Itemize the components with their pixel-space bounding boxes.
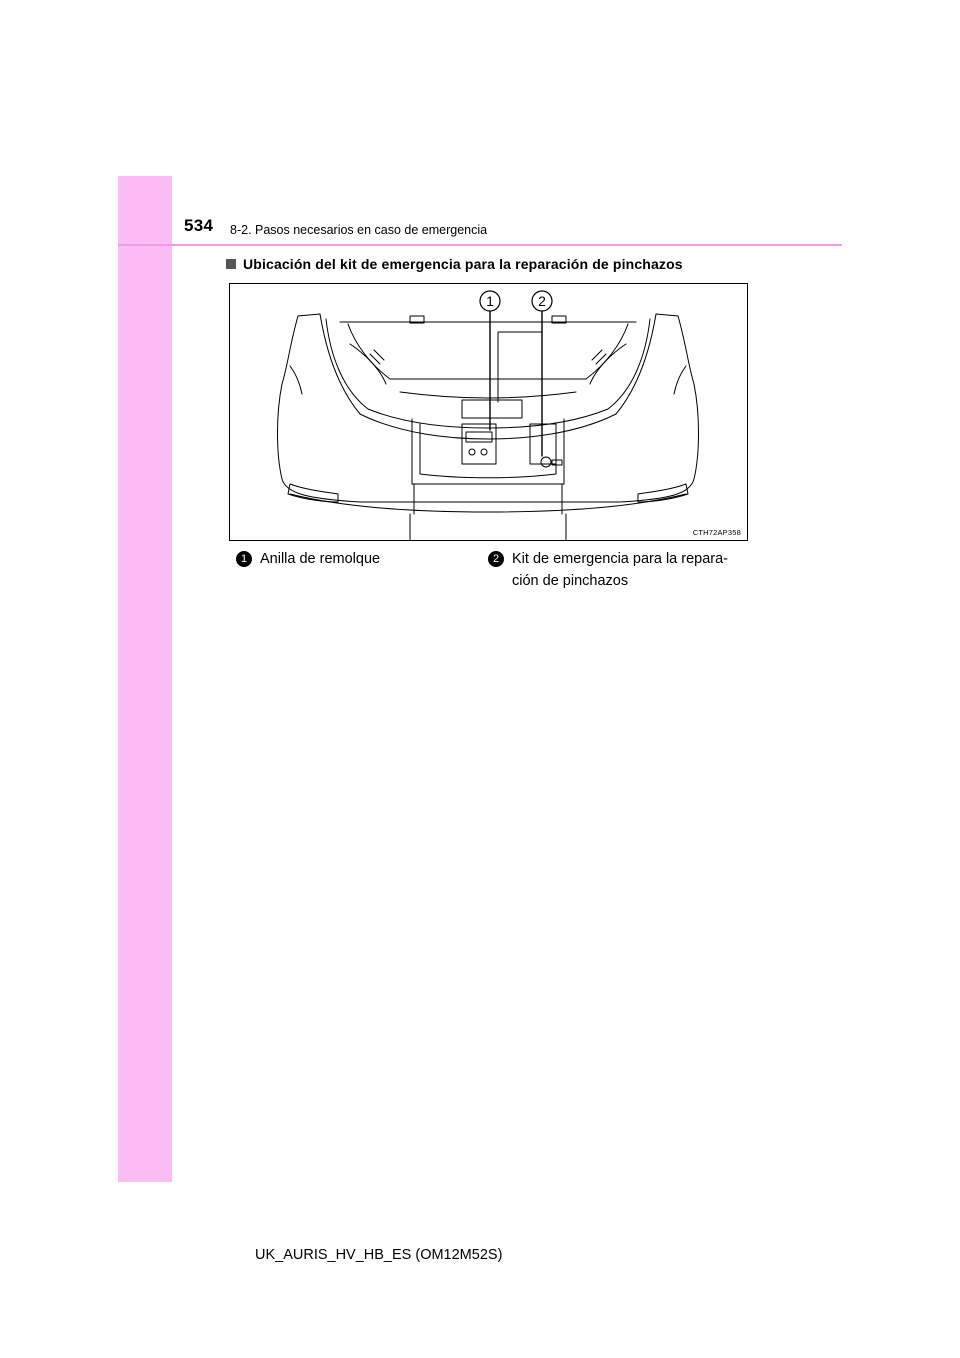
figure-code: CTH72AP358 <box>692 528 741 537</box>
figure-callout-2: 2 <box>538 293 546 309</box>
legend-item-2 <box>488 548 748 592</box>
header-divider <box>118 244 842 246</box>
legend-number-2: 2 <box>488 551 504 567</box>
subheading-text: Ubicación del kit de emergencia para la reparación de pinchazos <box>243 256 683 272</box>
trunk-illustration <box>229 283 748 541</box>
footer-document-code: UK_AURIS_HV_HB_ES (OM12M52S) <box>255 1247 503 1263</box>
legend-text-2: Kit de emergencia para la repara-ción de pinchazos <box>512 551 729 589</box>
square-bullet-icon <box>226 259 236 269</box>
subheading <box>226 256 683 272</box>
legend-number-1: 1 <box>236 551 252 567</box>
car-rear-drawing <box>230 284 747 540</box>
page-number: 534 <box>184 216 214 235</box>
section-title: 8-2. Pasos necesarios en caso de emergencia <box>230 223 488 237</box>
figure-callout-1: 1 <box>486 293 494 309</box>
chapter-side-tab <box>118 176 172 1182</box>
legend-text-1: Anilla de remolque <box>260 551 381 567</box>
legend-item-1 <box>236 548 380 570</box>
